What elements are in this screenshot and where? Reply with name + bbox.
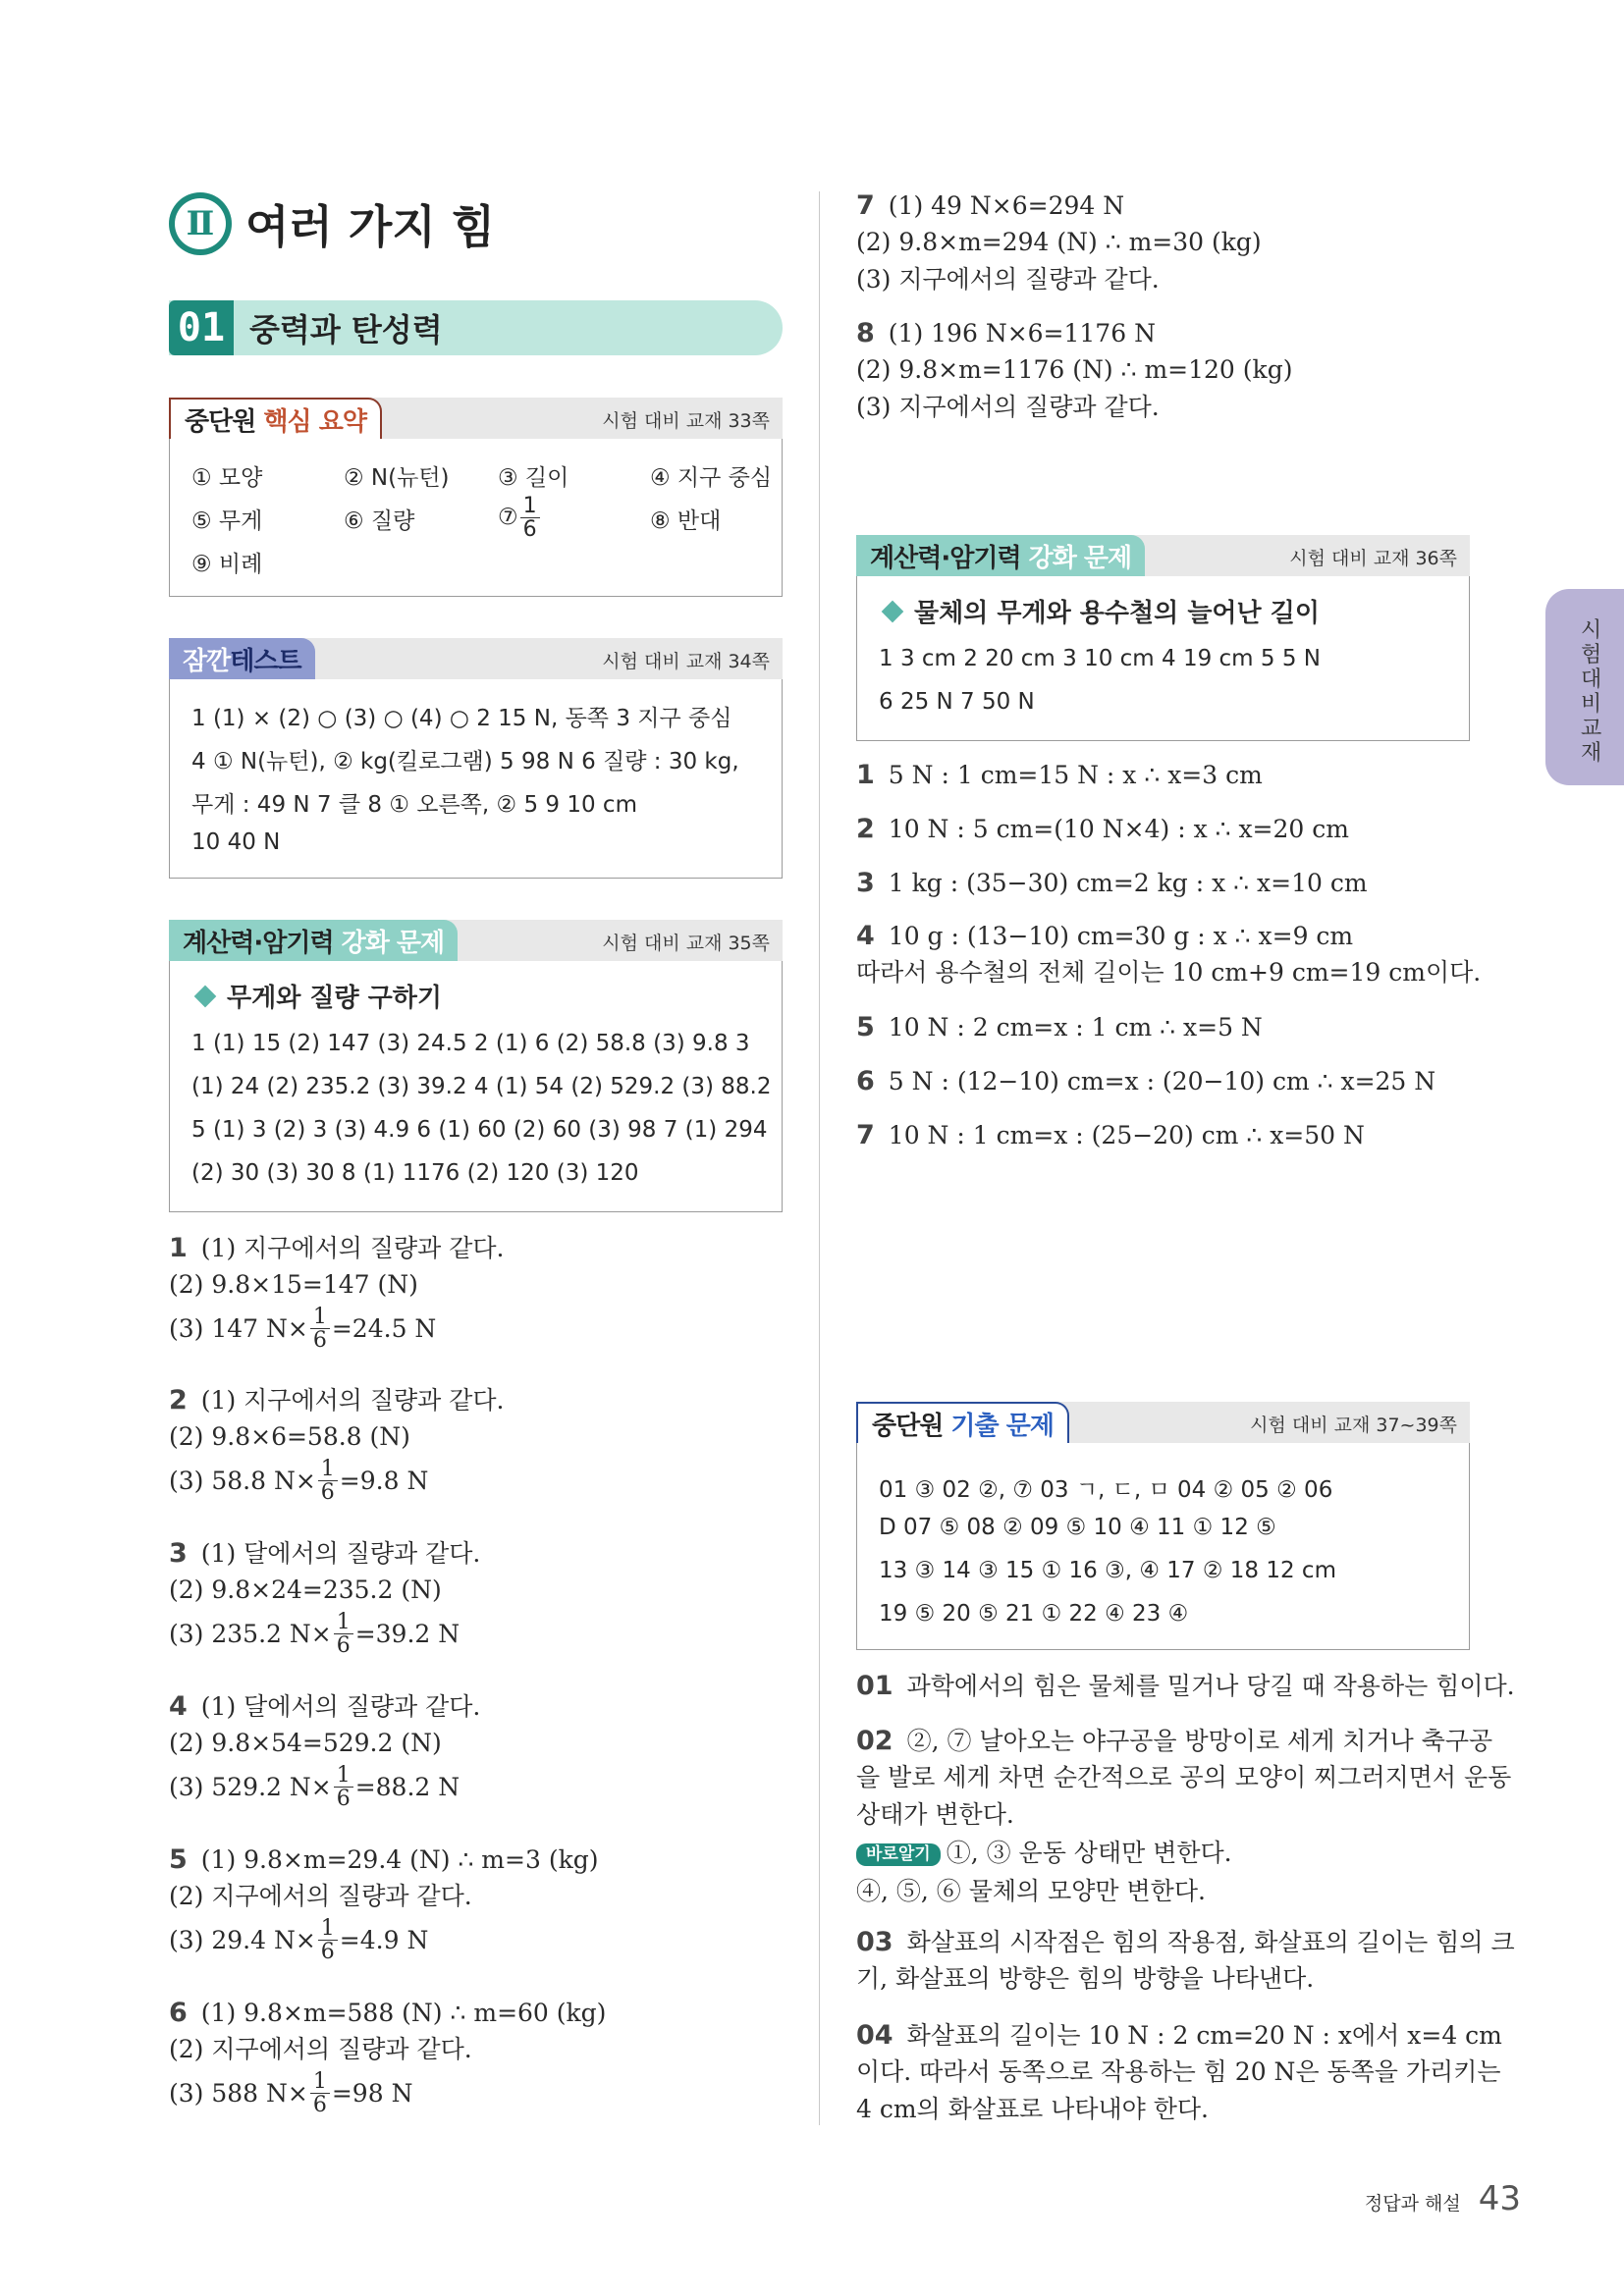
answer-number: 1 xyxy=(856,760,875,790)
text: 6 xyxy=(312,1328,327,1354)
text: 상태가 변한다. xyxy=(856,1800,1014,1829)
answer-line xyxy=(856,870,1368,896)
explain-line xyxy=(856,1765,1511,1789)
fraction xyxy=(310,1306,330,1352)
quick-row: 1 (1) × (2) ○ (3) ○ (4) ○ 2 15 N, 동쪽 3 지구 중심 xyxy=(191,706,732,731)
summary-tab xyxy=(169,398,382,439)
answer-line xyxy=(169,1387,505,1414)
answer-number: 3 xyxy=(856,868,875,898)
calc-subtitle-2: 물체의 무게와 용수철의 늘어난 길이 xyxy=(879,593,1320,629)
text: 6 xyxy=(320,1480,335,1506)
text: =88.2 N xyxy=(354,1773,460,1802)
answer-number: 2 xyxy=(856,814,875,844)
summary-item: ⑨ 비례 xyxy=(191,552,263,577)
answer-line: (2) 9.8×15=147 (N) xyxy=(169,1270,418,1299)
text: 10 N : 1 cm=x : (25−20) cm ∴ x=50 N xyxy=(888,1121,1365,1149)
text: 1 xyxy=(334,1764,353,1788)
answer-number: 8 xyxy=(856,318,875,348)
fraction xyxy=(318,1458,338,1504)
answer-line: (2) 지구에서의 질량과 같다. xyxy=(169,1882,472,1910)
text: (3) 529.2 N× xyxy=(169,1773,332,1802)
text: 1 xyxy=(310,1306,330,1329)
text: (1) 달에서의 질량과 같다. xyxy=(200,1539,481,1568)
answer-line xyxy=(169,1235,505,1261)
answer-line: (2) 9.8×m=294 (N) ∴ m=30 (kg) xyxy=(856,228,1262,256)
calc-row: 5 (1) 3 (2) 3 (3) 4.9 6 (1) 60 (2) 60 (3) 98 7 (1) 294 xyxy=(191,1117,768,1143)
text: (1) 지구에서의 질량과 같다. xyxy=(200,1386,505,1415)
chapter-numeral: Ⅱ xyxy=(175,198,226,249)
text: (1) 49 N×6=294 N xyxy=(888,191,1125,220)
answer-number: 5 xyxy=(169,1844,188,1875)
text: ①, ③ 운동 상태만 변한다. xyxy=(946,1839,1232,1867)
quick-row: 무게 : 49 N 7 클 8 ① 오른쪽, ② 5 9 10 cm xyxy=(191,792,637,818)
text: =4.9 N xyxy=(339,1926,429,1955)
text: =24.5 N xyxy=(331,1314,437,1344)
text: =9.8 N xyxy=(339,1467,429,1496)
summary-item-frac: ⑦ $\frac{1}{6}$ xyxy=(498,495,542,541)
answer-line xyxy=(856,816,1349,842)
calc-row: (1) 24 (2) 235.2 (3) 39.2 4 (1) 54 (2) 529.2 (3) 88.2 xyxy=(191,1074,772,1099)
quick-test-tab: 잠깐 테스트 xyxy=(169,638,315,679)
barotalk-line xyxy=(856,1841,1232,1866)
footer-label: 정답과 해설 xyxy=(1364,2193,1461,2215)
answer-line xyxy=(856,1068,1435,1095)
answer-line: (2) 9.8×m=1176 (N) ∴ m=120 (kg) xyxy=(856,355,1293,384)
exam-row: 19 ⑤ 20 ⑤ 21 ① 22 ④ 23 ④ xyxy=(879,1601,1189,1627)
answer-line: (2) 9.8×6=58.8 (N) xyxy=(169,1422,410,1451)
calc-row: 6 25 N 7 50 N xyxy=(879,689,1035,715)
answer-line xyxy=(856,1014,1263,1041)
explain-line xyxy=(856,1728,1492,1754)
text: 과학에서의 힘은 물체를 밀거나 당길 때 작용하는 힘이다. xyxy=(906,1672,1515,1700)
answer-line: (2) 9.8×24=235.2 (N) xyxy=(169,1575,442,1604)
calc-row: (2) 30 (3) 30 8 (1) 1176 (2) 120 (3) 120 xyxy=(191,1160,639,1186)
answer-number: 7 xyxy=(856,1120,875,1150)
summary-item: ② N(뉴턴) xyxy=(344,465,450,491)
column-divider xyxy=(819,191,820,2125)
quick-row: 10 40 N xyxy=(191,829,281,855)
exam-row: D 07 ⑤ 08 ② 09 ⑤ 10 ④ 11 ① 12 ⑤ xyxy=(879,1515,1276,1540)
summary-label-a: 중단원 xyxy=(185,406,256,437)
explain-line xyxy=(856,2022,1502,2049)
text: =98 N xyxy=(331,2079,413,2109)
text: 6 xyxy=(336,1633,351,1659)
text: (3) 29.4 N× xyxy=(169,1926,316,1955)
text: 1 xyxy=(318,1458,338,1481)
explain-number: 01 xyxy=(856,1671,893,1701)
summary-item: ⑥ 질량 xyxy=(344,508,415,534)
text: 을 발로 세게 차면 순간적으로 공의 모양이 찌그러지면서 운동 xyxy=(856,1763,1512,1791)
text: 1 xyxy=(318,1917,338,1941)
text: 이다. 따라서 동쪽으로 작용하는 힘 20 N은 동쪽을 가리키는 xyxy=(856,2057,1501,2086)
answer-line xyxy=(169,2000,606,2026)
text: (1) 9.8×m=588 (N) ∴ m=60 (kg) xyxy=(200,1999,607,2027)
text: 10 N : 2 cm=x : 1 cm ∴ x=5 N xyxy=(888,1013,1263,1041)
summary-box xyxy=(169,398,783,597)
explain-line xyxy=(856,2059,1501,2084)
text: (1) 9.8×m=29.4 (N) ∴ m=3 (kg) xyxy=(200,1845,599,1874)
calc-ref-1: 시험 대비 교재 35쪽 xyxy=(602,933,770,954)
answer-line xyxy=(169,1540,480,1567)
diamond-icon xyxy=(194,985,217,1007)
quick-test-box xyxy=(169,638,783,879)
calc-ref-2: 시험 대비 교재 36쪽 xyxy=(1289,548,1457,569)
text: (3) 58.8 N× xyxy=(169,1467,316,1496)
explain-line xyxy=(856,1673,1515,1699)
text: 5 N : 1 cm=15 N : x ∴ x=3 cm xyxy=(888,761,1263,789)
answer-number: 1 xyxy=(169,1233,188,1263)
explain-number: 02 xyxy=(856,1726,893,1756)
section-title: 중력과 탄성력 xyxy=(249,311,443,348)
answer-number: 5 xyxy=(856,1012,875,1042)
section-header xyxy=(169,300,783,355)
explain-line xyxy=(856,1929,1515,1955)
answer-line xyxy=(169,1917,428,1963)
summary-ref: 시험 대비 교재 33쪽 xyxy=(602,410,770,432)
answer-line: (2) 9.8×54=529.2 (N) xyxy=(169,1729,442,1757)
exam-row: 01 ③ 02 ②, ⑦ 03 ㄱ, ㄷ, ㅁ 04 ② 05 ② 06 xyxy=(879,1477,1333,1503)
calc-box-1 xyxy=(169,920,783,1212)
explain-number: 03 xyxy=(856,1927,893,1957)
text: =39.2 N xyxy=(354,1620,460,1649)
text: 1 xyxy=(334,1611,353,1634)
text: 따라서 용수철의 전체 길이는 10 cm+9 cm=19 cm이다. xyxy=(856,958,1482,987)
explain-number: 04 xyxy=(856,2020,893,2051)
summary-item: ④ 지구 중심 xyxy=(650,465,773,491)
chapter-header xyxy=(169,191,495,256)
chapter-title: 여러 가지 힘 xyxy=(245,200,496,253)
answer-line xyxy=(169,1846,598,1873)
quick-row: 4 ① N(뉴턴), ② kg(킬로그램) 5 98 N 6 질량 : 30 kg, xyxy=(191,749,739,774)
text: 1 kg : (35−30) cm=2 kg : x ∴ x=10 cm xyxy=(888,869,1368,897)
summary-label-b: 핵심 요약 xyxy=(263,406,366,437)
diamond-icon xyxy=(882,600,904,622)
answer-line xyxy=(856,762,1263,788)
barotalk-line: ④, ⑤, ⑥ 물체의 모양만 변한다. xyxy=(856,1877,1206,1905)
answer-line xyxy=(169,1764,460,1810)
text: (1) 지구에서의 질량과 같다. xyxy=(200,1234,505,1262)
text: 4 cm의 화살표로 나타내야 한다. xyxy=(856,2095,1209,2123)
summary-item: ⑤ 무게 xyxy=(191,508,263,534)
text: (3) 235.2 N× xyxy=(169,1620,332,1649)
answer-line: (3) 지구에서의 질량과 같다. xyxy=(856,393,1160,421)
summary-item: ⑧ 반대 xyxy=(650,508,722,534)
answer-line xyxy=(856,960,1481,985)
answer-line: (2) 지구에서의 질량과 같다. xyxy=(169,2035,472,2063)
answer-line xyxy=(856,923,1353,949)
answer-number: 4 xyxy=(856,921,875,951)
text: 1 xyxy=(310,2070,330,2094)
answer-line xyxy=(169,1611,460,1657)
calc-tab-2: 계산력·암기력 강화 문제 xyxy=(856,535,1145,576)
summary-item: ① 모양 xyxy=(191,465,263,491)
text: 6 xyxy=(336,1787,351,1812)
calc-subtitle-1: 무게와 질량 구하기 xyxy=(191,978,442,1014)
section-number: 01 xyxy=(169,300,234,355)
answer-line: (3) 지구에서의 질량과 같다. xyxy=(856,265,1160,294)
answer-number: 4 xyxy=(169,1691,188,1722)
text: (3) 588 N× xyxy=(169,2079,308,2109)
text: (1) 달에서의 질량과 같다. xyxy=(200,1692,481,1721)
answer-number: 6 xyxy=(169,1998,188,2028)
explain-line xyxy=(856,1966,1314,1991)
text: 10 g : (13−10) cm=30 g : x ∴ x=9 cm xyxy=(888,922,1354,950)
chapter-badge xyxy=(169,192,232,255)
exam-ref: 시험 대비 교재 37~39쪽 xyxy=(1250,1415,1457,1436)
text: (1) 196 N×6=1176 N xyxy=(888,319,1156,347)
explain-line xyxy=(856,2097,1209,2121)
exam-box xyxy=(856,1402,1470,1650)
answer-number: 2 xyxy=(169,1385,188,1415)
text: 기, 화살표의 방향은 힘의 방향을 나타낸다. xyxy=(856,1964,1315,1993)
exam-row: 13 ③ 14 ③ 15 ① 16 ③, ④ 17 ② 18 12 cm xyxy=(879,1558,1336,1583)
side-tab[interactable]: 시험대비교재 xyxy=(1545,589,1624,785)
answer-line xyxy=(169,1693,480,1720)
explain-line xyxy=(856,1802,1014,1827)
answer-line xyxy=(856,320,1156,347)
text: 5 N : (12−10) cm=x : (20−10) cm ∴ x=25 N xyxy=(888,1067,1436,1095)
page-number: 43 xyxy=(1478,2179,1521,2218)
answer-line xyxy=(856,192,1124,219)
text: 6 xyxy=(312,2093,327,2118)
fraction xyxy=(310,2070,330,2116)
calc-row: 1 3 cm 2 20 cm 3 10 cm 4 19 cm 5 5 N xyxy=(879,646,1321,671)
calc-tab-1: 계산력·암기력 강화 문제 xyxy=(169,920,458,961)
exam-tab: 중단원 기출 문제 xyxy=(856,1402,1069,1443)
answer-number: 7 xyxy=(856,190,875,221)
fraction xyxy=(334,1611,353,1657)
answer-line xyxy=(169,1458,428,1504)
text: 10 N : 5 cm=(10 N×4) : x ∴ x=20 cm xyxy=(888,815,1349,843)
summary-item: ③ 길이 xyxy=(498,465,569,491)
text: 화살표의 시작점은 힘의 작용점, 화살표의 길이는 힘의 크 xyxy=(906,1928,1515,1956)
answer-line xyxy=(169,1306,436,1352)
fraction xyxy=(318,1917,338,1963)
answer-number: 6 xyxy=(856,1066,875,1096)
quick-test-ref: 시험 대비 교재 34쪽 xyxy=(602,651,770,672)
fraction xyxy=(334,1764,353,1810)
calc-row: 1 (1) 15 (2) 147 (3) 24.5 2 (1) 6 (2) 58.8 (3) 9.8 3 xyxy=(191,1031,750,1056)
answer-number: 3 xyxy=(169,1538,188,1569)
text: 화살표의 길이는 10 N : 2 cm=20 N : x에서 x=4 cm xyxy=(906,2021,1502,2050)
barotalk-badge: 바로알기 xyxy=(856,1843,941,1866)
text: (3) 147 N× xyxy=(169,1314,308,1344)
footer xyxy=(1365,2179,1521,2218)
text: 6 xyxy=(320,1940,335,1965)
calc-box-2 xyxy=(856,535,1470,741)
answer-line xyxy=(856,1122,1365,1148)
answer-line xyxy=(169,2070,412,2116)
text: ②, ⑦ 날아오는 야구공을 방망이로 세게 치거나 축구공 xyxy=(906,1727,1493,1755)
